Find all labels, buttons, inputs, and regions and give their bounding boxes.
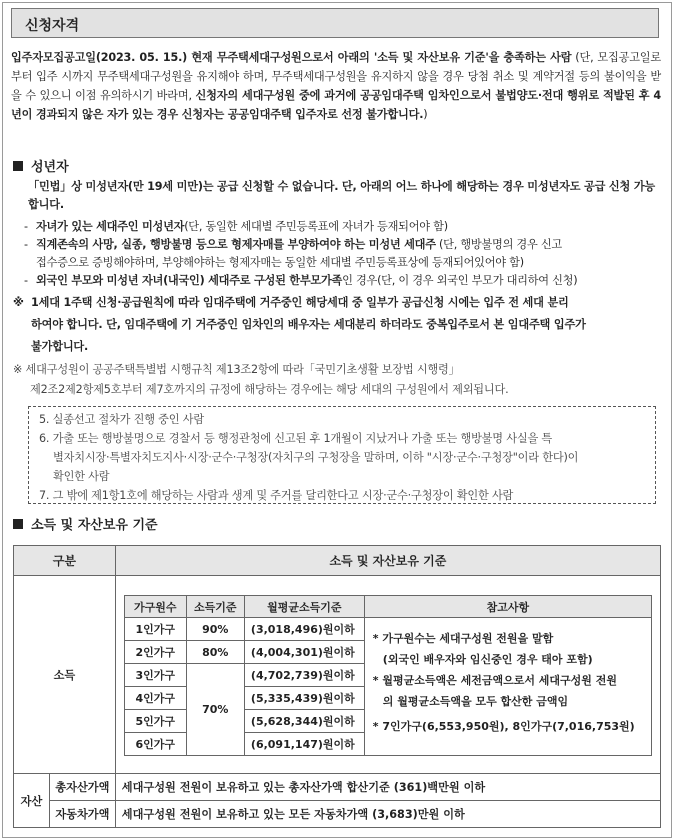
minor-item-3: - 외국인 부모와 미성년 자녀(내국인) 세대주로 구성된 한부모가족인 경우(단, 이 경우 외국인 부모가 대리하여 신청) bbox=[24, 274, 578, 287]
row-income-label: 소득 bbox=[14, 576, 116, 774]
table-row: 5인가구 (5,628,344)원이하 bbox=[124, 710, 651, 733]
square-bullet-icon bbox=[13, 519, 23, 529]
table-row: 자동차가액 세대구성원 전원이 보유하고 있는 모든 자동차가액 (3,683)만원 이하 bbox=[14, 801, 661, 828]
col-category: 구분 bbox=[14, 546, 116, 576]
table-row: 3인가구 70% (4,702,739)원이하 bbox=[124, 664, 651, 687]
section-title: 신청자격 bbox=[25, 18, 80, 34]
col-standard: 소득 및 자산보유 기준 bbox=[115, 546, 660, 576]
income-inner-table: 가구원수 소득기준 월평균소득기준 참고사항 1인가구 90% (3,018,496)원이하 * 가구원수는 세대구성원 전원을 말함 (외국인 배우자와 임신중인 경우 태아 포함) * 월평균소득액은 세전금액으로서 세대구성원 전원 의 월평균소득액을 모두 합산한 금액임 * 7인가구(6,553,950원), 8인가구(7,016,753원) 2인가구 80% (4,004,301)원이하 3인가구 70% (4,702,739)원이하 4인가구 (5,335,439)원이하 5인가구 (5,628,344)원이하 6인가구 (6,091,147)원이하 bbox=[124, 595, 652, 756]
income-asset-table bbox=[13, 545, 661, 828]
table-row: 자산 총자산가액 세대구성원 전원이 보유하고 있는 총자산가액 합산기준 (361)백만원 이하 bbox=[14, 774, 661, 801]
table-row: 6인가구 (6,091,147)원이하 bbox=[124, 733, 651, 756]
section-header bbox=[11, 8, 659, 38]
table-row: 1인가구 90% (3,018,496)원이하 * 가구원수는 세대구성원 전원을 말함 (외국인 배우자와 임신중인 경우 태아 포함) * 월평균소득액은 세전금액으로서 세대구성원 전원 의 월평균소득액을 모두 합산한 금액임 * 7인가구(6,553,950원), 8인가구(7,016,753원) bbox=[124, 618, 651, 641]
row-asset-label: 자산 bbox=[14, 774, 50, 828]
table-row: 2인가구 80% (4,004,301)원이하 bbox=[124, 641, 651, 664]
intro-paragraph bbox=[11, 48, 661, 124]
minor-item-2: - 직계존속의 사망, 실종, 행방불명 등으로 형제자매를 부양하여야 하는 미성년 세대주 (단, 행방불명의 경우 신고 접수증으로 증빙해야하며, 부양해야하는 형제자매는 동일한 세대별 주민등록표상에 등재되어있어야 함) bbox=[24, 238, 562, 269]
exclusion-box: 5. 실종선고 절차가 진행 중인 사람 6. 가출 또는 행방불명으로 경찰서 등 행정관청에 신고된 후 1개월이 지났거나 가출 또는 행방불명 사실을 특 별자치시장·특별자치도지사·시장·군수·구청장(자치구의 구청장을 말하며, 이하 "시장·군수·구청장"이라 한다)이 확인한 사람 7. 그 밖에 제1항1호에 해당하는 사람과 생계 및 주거를 달리한다고 시장·군수·구청장이 확인한 사람 bbox=[28, 406, 656, 504]
household-note: ※ 1세대 1주택 신청·공급원칙에 따라 임대주택에 거주중인 해당세대 중 일부가 공급신청 시에는 입주 전 세대 분리 하여야 합니다. 단, 임대주택에 기 거주중인 임차인의 배우자는 세대분리 하더라도 중복입주로서 본 임대주택 입주가 불가합니다. bbox=[13, 296, 586, 353]
minor-item-1: - 자녀가 있는 세대주인 미성년자(단, 동일한 세대별 주민등록표에 자녀가 등재되어야 함) bbox=[24, 220, 448, 233]
square-bullet-icon bbox=[13, 161, 23, 171]
intro-close: ) bbox=[423, 108, 428, 121]
table-row: 4인가구 (5,335,439)원이하 bbox=[124, 687, 651, 710]
exclusion-note: ※ 세대구성원이 공공주택특별법 시행규칙 제13조2항에 따라「국민기초생활 보장법 시행령」 제2조2제2항제5호부터 제7호까지의 규정에 해당하는 경우에는 해당 세대의 구성원에서 제외됩니다. bbox=[13, 363, 509, 396]
intro-bold-1: 입주자모집공고일(2023. 05. 15.) 현재 무주택세대구성원으로서 아래의 '소득 및 자산보유 기준'을 충족하는 사람 bbox=[11, 51, 572, 64]
intro-bold-2: 신청자의 세대구성원 중에 과거에 공공임대주택 임차인으로서 불법양도·전대 행위로 적발된 후 4년이 경과되지 않은 자가 있는 경우 신청자는 공공임대주택 입주자로 선정 불가합니다. bbox=[11, 89, 661, 121]
income-heading: 소득 및 자산보유 기준 bbox=[13, 514, 158, 533]
intro-normal: (단, 모집공고일로부터 입주 시까지 무주택세대구성원을 유지해야 하며, 무주택세대구성원을 유지하지 않을 경우 당첨 취소 및 계약거절 등의 불이익을 받을 수 있으니 이점 유의하시기 바라며, bbox=[11, 51, 662, 102]
income-cell bbox=[115, 576, 660, 774]
minor-heading: 성년자 bbox=[13, 156, 69, 175]
notes-cell: * 가구원수는 세대구성원 전원을 말함 (외국인 배우자와 임신중인 경우 태아 포함) * 월평균소득액은 세전금액으로서 세대구성원 전원 의 월평균소득액을 모두 합산한 금액임 * 7인가구(6,553,950원), 8인가구(7,016,753원) bbox=[364, 618, 651, 756]
minor-text: 「민법」상 미성년자(만 19세 미만)는 공급 신청할 수 없습니다. 단, 아래의 어느 하나에 해당하는 경우 미성년자도 공급 신청 가능합니다. bbox=[28, 180, 656, 211]
